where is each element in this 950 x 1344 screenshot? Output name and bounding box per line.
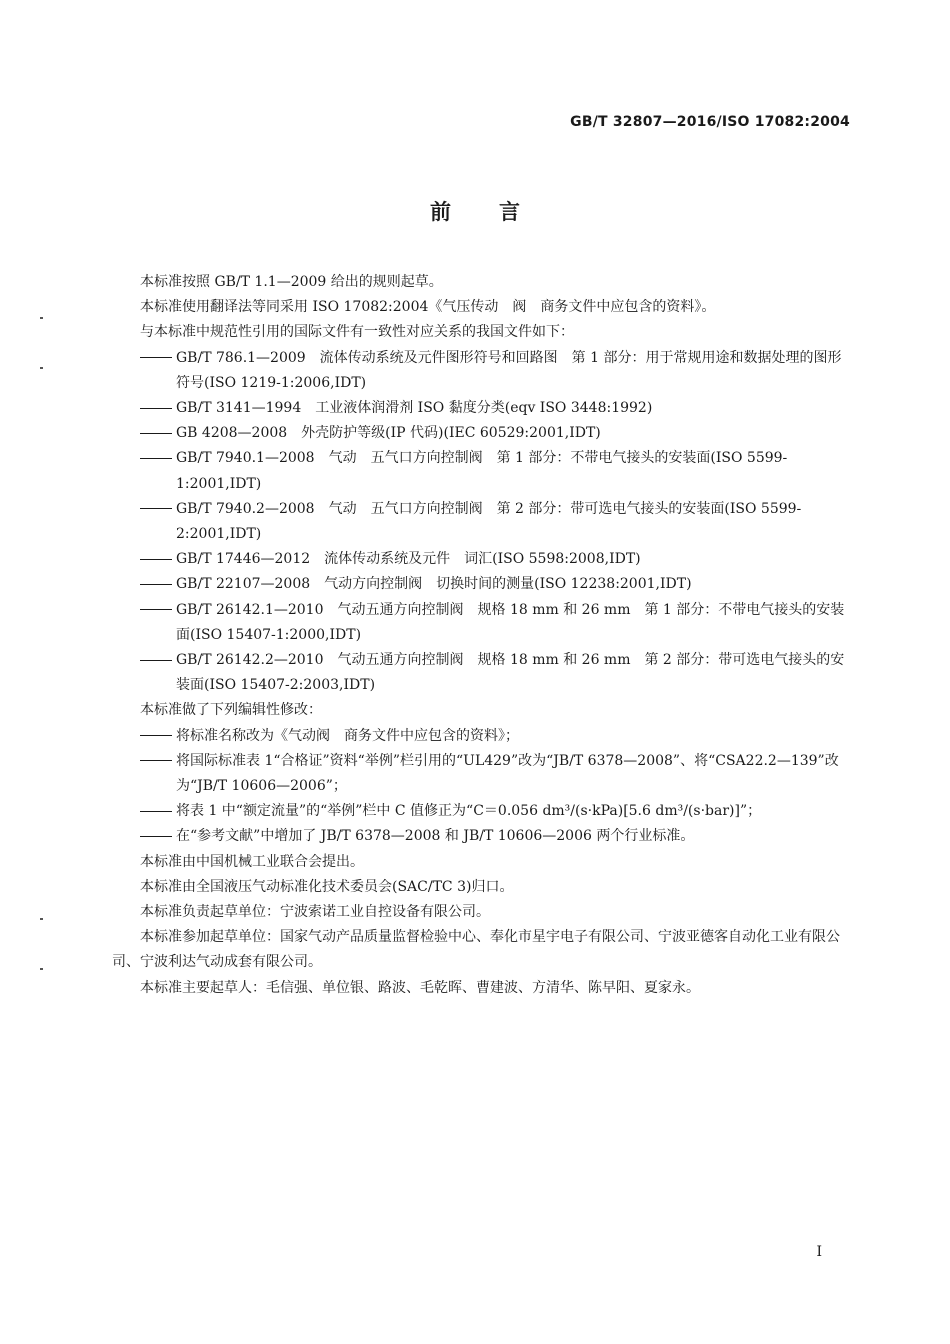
list-item: GB 4208—2008 外壳防护等级(IP 代码)(IEC 60529:2001,IDT) bbox=[112, 421, 850, 446]
list-item: 将国际标准表 1“合格证”资料“举例”栏引用的“UL429”改为“JB/T 6378—2008”、将“CSA22.2—139”改为“JB/T 10606—2006”； bbox=[112, 749, 850, 799]
dash-marker bbox=[140, 799, 176, 824]
dash-marker bbox=[140, 724, 176, 749]
list-item: GB/T 7940.2—2008 气动 五气口方向控制阀 第 2 部分：带可选电气接头的安装面(ISO 5599-2:2001,IDT) bbox=[112, 497, 850, 547]
list-item: 将表 1 中“额定流量”的“举例”栏中 C 值修正为“C＝0.056 dm³/(s·kPa)[5.6 dm³/(s·bar)]”； bbox=[112, 799, 850, 824]
list-item: GB/T 17446—2012 流体传动系统及元件 词汇(ISO 5598:2008,IDT) bbox=[112, 547, 850, 572]
list-item: GB/T 26142.2—2010 气动五通方向控制阀 规格 18 mm 和 26 mm 第 2 部分：带可选电气接头的安装面(ISO 15407-2:2003,IDT) bbox=[112, 648, 850, 698]
scan-mark bbox=[40, 367, 43, 369]
paragraph: 本标准主要起草人：毛信强、单位银、路波、毛乾晖、曹建波、方清华、陈早阳、夏家永。 bbox=[140, 979, 700, 996]
list-item: GB/T 786.1—2009 流体传动系统及元件图形符号和回路图 第 1 部分：用于常规用途和数据处理的图形符号(ISO 1219-1:2006,IDT) bbox=[112, 346, 850, 396]
dash-marker bbox=[140, 446, 176, 471]
page-number: I bbox=[816, 1244, 822, 1260]
standard-number: GB/T 32807—2016/ISO 17082:2004 bbox=[570, 114, 850, 130]
list-item: GB/T 26142.1—2010 气动五通方向控制阀 规格 18 mm 和 26 mm 第 1 部分：不带电气接头的安装面(ISO 15407-1:2000,IDT) bbox=[112, 598, 850, 648]
scan-mark bbox=[40, 918, 43, 920]
list-item: 在“参考文献”中增加了 JB/T 6378—2008 和 JB/T 10606—2006 两个行业标准。 bbox=[112, 824, 850, 849]
paragraph: 本标准由中国机械工业联合会提出。 bbox=[140, 853, 364, 870]
dash-marker bbox=[140, 572, 176, 597]
scan-mark bbox=[40, 968, 43, 970]
dash-marker bbox=[140, 497, 176, 522]
document-body bbox=[112, 270, 850, 1001]
paragraph: 本标准使用翻译法等同采用 ISO 17082:2004《气压传动 阀 商务文件中应包含的资料》。 bbox=[140, 299, 716, 316]
paragraph: 本标准做了下列编辑性修改： bbox=[140, 702, 322, 719]
dash-marker bbox=[140, 648, 176, 673]
scan-mark bbox=[40, 317, 43, 319]
dash-marker bbox=[140, 421, 176, 446]
dash-marker bbox=[140, 547, 176, 572]
dash-marker bbox=[140, 598, 176, 623]
dash-marker bbox=[140, 824, 176, 849]
paragraph: 本标准按照 GB/T 1.1—2009 给出的规则起草。 bbox=[140, 274, 443, 290]
dash-marker bbox=[140, 346, 176, 371]
paragraph: 本标准参加起草单位：国家气动产品质量监督检验中心、奉化市星宇电子有限公司、宁波亚德客自动化工业有限公司、宁波利达气动成套有限公司。 bbox=[112, 929, 840, 971]
list-item: GB/T 22107—2008 气动方向控制阀 切换时间的测量(ISO 12238:2001,IDT) bbox=[112, 572, 850, 597]
page-title: 前言 bbox=[430, 200, 568, 224]
paragraph: 本标准由全国液压气动标准化技术委员会(SAC/TC 3)归口。 bbox=[140, 878, 514, 895]
dash-marker bbox=[140, 749, 176, 774]
list-item: GB/T 7940.1—2008 气动 五气口方向控制阀 第 1 部分：不带电气接头的安装面(ISO 5599-1:2001,IDT) bbox=[112, 446, 850, 496]
paragraph: 本标准负责起草单位：宁波索诺工业自控设备有限公司。 bbox=[140, 904, 490, 921]
paragraph: 与本标准中规范性引用的国际文件有一致性对应关系的我国文件如下： bbox=[140, 324, 574, 341]
list-item: GB/T 3141—1994 工业液体润滑剂 ISO 黏度分类(eqv ISO 3448:1992) bbox=[112, 396, 850, 421]
list-item: 将标准名称改为《气动阀 商务文件中应包含的资料》； bbox=[112, 724, 850, 749]
dash-marker bbox=[140, 396, 176, 421]
